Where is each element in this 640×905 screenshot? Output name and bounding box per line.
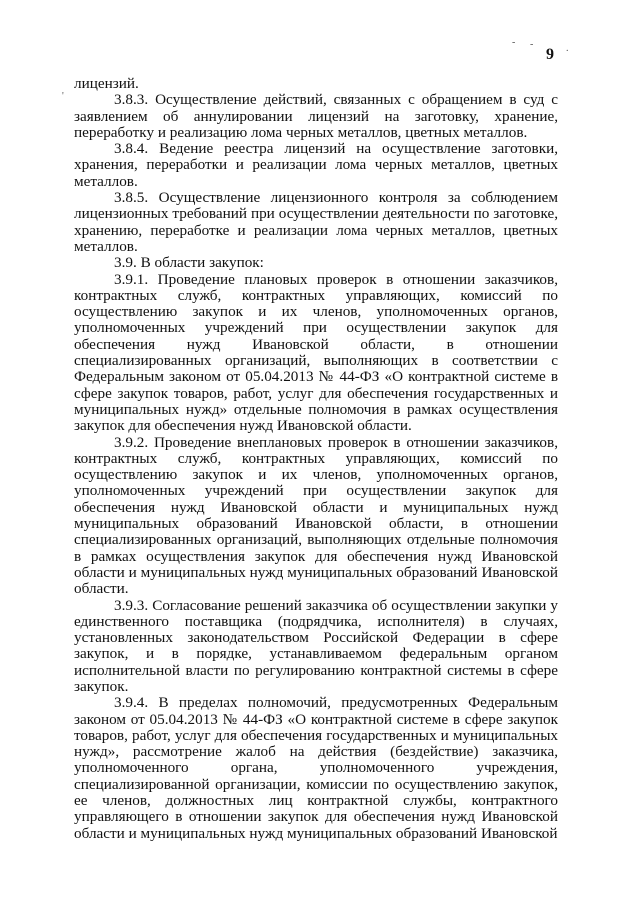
paragraph-3-9-1: 3.9.1. Проведение плановых проверок в отношении заказчиков, контрактных служб, контрактных управляющих, комиссий по осуществлению закупок и их членов, уполномоченных органов, уполномоченных учреждений при осуществлении закупок для обеспечения нужд Ивановской области, в отношении специализированных организаций, выполняющих в соответствии с Федеральным законом от 05.04.2013 № 44-ФЗ «О контрактной системе в сфере закупок товаров, работ, услуг для обеспечения государственных и муниципальных нужд» отдельные полномочия в рамках осуществления закупок для обеспечения нужд Ивановской области. [74,270,558,435]
paragraph-3-8-4: 3.8.4. Ведение реестра лицензий на осуществление заготовки, хранения, переработки и реализации лома черных металлов, цветных металлов. [74,140,558,190]
document-body [74,76,558,842]
page-number: 9 [546,46,554,63]
paragraph-continuation: лицензий. [74,75,139,92]
paragraph-3-9-4: 3.9.4. В пределах полномочий, предусмотренных Федеральным законом от 05.04.2013 № 44-ФЗ «О контрактной системе в сфере закупок товаров, работ, услуг для обеспечения государственных и муниципальных нужд», рассмотрение жалоб на действия (бездействие) заказчика, уполномоченного органа, уполномоченного учреждения, специализированной организации, комиссии по осуществлению закупок, ее членов, должностных лиц контрактной службы, контрактного управляющего в отношении закупок для обеспечения нужд Ивановской области и муниципальных нужд муниципальных образований Ивановской [74,694,558,842]
paragraph-3-8-5: 3.8.5. Осуществление лицензионного контроля за соблюдением лицензионных требований при осуществлении деятельности по заготовке, хранению, переработке и реализации лома черных металлов, цветных металлов. [74,189,558,255]
scan-speck: ' [62,91,64,102]
scan-speck: . [566,43,569,54]
scan-speck: - [512,37,516,48]
paragraph-3-8-3: 3.8.3. Осуществление действий, связанных с обращением в суд с заявлением об аннулировании лицензий на заготовку, хранение, переработку и реализацию лома черных металлов, цветных металлов. [74,91,558,141]
scan-speck: - [530,39,534,50]
paragraph-3-9-3: 3.9.3. Согласование решений заказчика об осуществлении закупки у единственного поставщика (подрядчика, исполнителя) в случаях, установленных законодательством Российской Федерации в сфере закупок, и в порядке, устанавливаемом федеральным органом исполнительной власти по регулированию контрактной системы в сфере закупок. [74,596,558,695]
paragraph-3-9-heading: 3.9. В области закупок: [114,254,264,272]
paragraph-3-9-2: 3.9.2. Проведение внеплановых проверок в отношении заказчиков, контрактных служб, контрактных управляющих, комиссий по осуществлению закупок и их членов, уполномоченных органов, уполномоченных учреждений при осуществлении закупок для обеспечения нужд Ивановской области и муниципальных нужд муниципальных образований Ивановской области, в отношении специализированных организаций, выполняющих отдельные полномочия в рамках осуществления закупок для обеспечения нужд Ивановской области и муниципальных нужд муниципальных образований Ивановской области. [74,433,558,598]
